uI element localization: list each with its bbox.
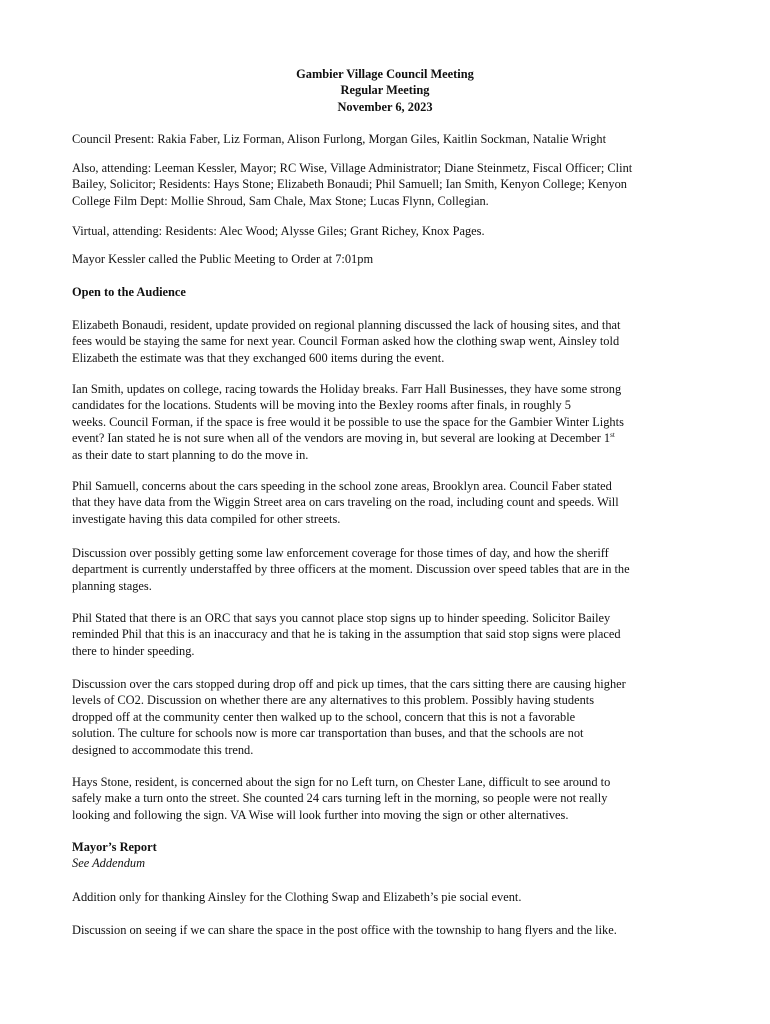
also-attending xyxy=(72,160,700,209)
text-line: Virtual, attending: Residents: Alec Wood; Alysse Giles; Grant Richey, Knox Pages. xyxy=(72,224,485,238)
text-line: Addition only for thanking Ainsley for the Clothing Swap and Elizabeth’s pie social event. xyxy=(72,890,522,904)
text-line: designed to accommodate this trend. xyxy=(72,742,254,757)
paragraph-enforcement xyxy=(72,545,700,594)
section-mayor-report xyxy=(72,839,700,872)
call-to-order xyxy=(72,251,700,267)
text-line: Mayor Kessler called the Public Meeting to Order at 7:01pm xyxy=(72,252,374,266)
text-line: there to hinder speeding. xyxy=(72,643,195,658)
paragraph-orc xyxy=(72,610,700,659)
text-line: College Film Dept: Mollie Shroud, Sam Chale, Max Stone; Lucas Flynn, Collegian. xyxy=(72,193,489,208)
text-line: reminded Phil that this is an inaccuracy and that he is taking in the assumption that said stop signs were placed xyxy=(72,627,621,642)
meeting-date: November 6, 2023 xyxy=(337,99,433,114)
text-line: Phil Stated that there is an ORC that says you cannot place stop signs up to hinder speeding. Solicitor Bailey xyxy=(72,611,611,625)
addendum-note: See Addendum xyxy=(72,856,146,871)
text-line: Phil Samuell, concerns about the cars speeding in the school zone areas, Brooklyn area. Council Faber stated xyxy=(72,479,612,493)
paragraph-bonaudi xyxy=(72,317,700,366)
text-line: candidates for the locations. Students will be moving into the Bexley rooms after finals, in roughly 5 xyxy=(72,398,571,413)
text-line: looking and following the sign. VA Wise will look further into moving the sign or other alternatives. xyxy=(72,807,569,822)
text-line: safely make a turn onto the street. She counted 24 cars turning left in the morning, so people were not really xyxy=(72,791,608,806)
text-line: fees would be staying the same for next year. Council Forman asked how the clothing swap went, Ainsley told xyxy=(72,334,620,349)
text-line: investigate having this data compiled for other streets. xyxy=(72,511,341,526)
ordinal-superscript: st xyxy=(610,431,615,440)
council-present xyxy=(72,131,700,147)
paragraph-post-office xyxy=(72,922,700,938)
text-fragment: event? Ian stated he is not sure when all of the vendors are moving in, but several are looking at December 1 xyxy=(72,431,611,446)
text-line: as their date to start planning to do the move in. xyxy=(72,447,309,462)
text-line: Ian Smith, updates on college, racing towards the Holiday breaks. Farr Hall Businesses, they have some strong xyxy=(72,382,622,396)
text-line: dropped off at the community center then walked up to the school, concern that this is not a favorable xyxy=(72,709,576,724)
section-heading-open-audience xyxy=(72,284,700,300)
text-line: department is currently understaffed by three officers at the moment. Discussion over speed tables that are in the xyxy=(72,562,630,577)
paragraph-smith xyxy=(72,381,700,463)
meeting-title: Gambier Village Council Meeting xyxy=(296,67,474,81)
text-line: Council Present: Rakia Faber, Liz Forman, Alison Furlong, Morgan Giles, Kaitlin Sockman, Natalie Wright xyxy=(72,132,607,146)
text-line: Bailey, Solicitor; Residents: Hays Stone; Elizabeth Bonaudi; Phil Samuell; Ian Smith, Kenyon College; Kenyon xyxy=(72,177,627,192)
text-line: Also, attending: Leeman Kessler, Mayor; RC Wise, Village Administrator; Diane Steinmetz, Fiscal Officer; Clint xyxy=(72,161,633,175)
document-title xyxy=(0,66,770,115)
heading-text: Open to the Audience xyxy=(72,285,186,299)
text-line: Elizabeth Bonaudi, resident, update provided on regional planning discussed the lack of housing sites, and that xyxy=(72,318,621,332)
paragraph-dropoff xyxy=(72,676,700,758)
text-line: planning stages. xyxy=(72,578,152,593)
meeting-type: Regular Meeting xyxy=(340,83,430,98)
text-line: solution. The culture for schools now is more car transportation than buses, and that the schools are not xyxy=(72,726,584,741)
text-line: Elizabeth the estimate was that they exchanged 600 items during the event. xyxy=(72,350,445,365)
text-line xyxy=(72,430,700,446)
heading-text: Mayor’s Report xyxy=(72,840,157,854)
text-line: Hays Stone, resident, is concerned about the sign for no Left turn, on Chester Lane, difficult to see around to xyxy=(72,775,611,789)
paragraph-stone xyxy=(72,774,700,823)
text-line: levels of CO2. Discussion on whether there are any alternatives to this problem. Possibly having students xyxy=(72,693,595,708)
virtual-attending xyxy=(72,223,700,239)
paragraph-samuell xyxy=(72,478,700,527)
text-line: Discussion over the cars stopped during drop off and pick up times, that the cars sitting there are causing higher xyxy=(72,677,626,691)
paragraph-addition xyxy=(72,889,700,905)
text-line: Discussion on seeing if we can share the space in the post office with the township to hang flyers and the like. xyxy=(72,923,617,937)
text-line: weeks. Council Forman, if the space is free would it be possible to use the space for the Gambier Winter Lights xyxy=(72,414,624,429)
text-line: Discussion over possibly getting some law enforcement coverage for those times of day, and how the sheriff xyxy=(72,546,609,560)
text-line: that they have data from the Wiggin Street area on cars traveling on the road, including count and speeds. Will xyxy=(72,495,619,510)
